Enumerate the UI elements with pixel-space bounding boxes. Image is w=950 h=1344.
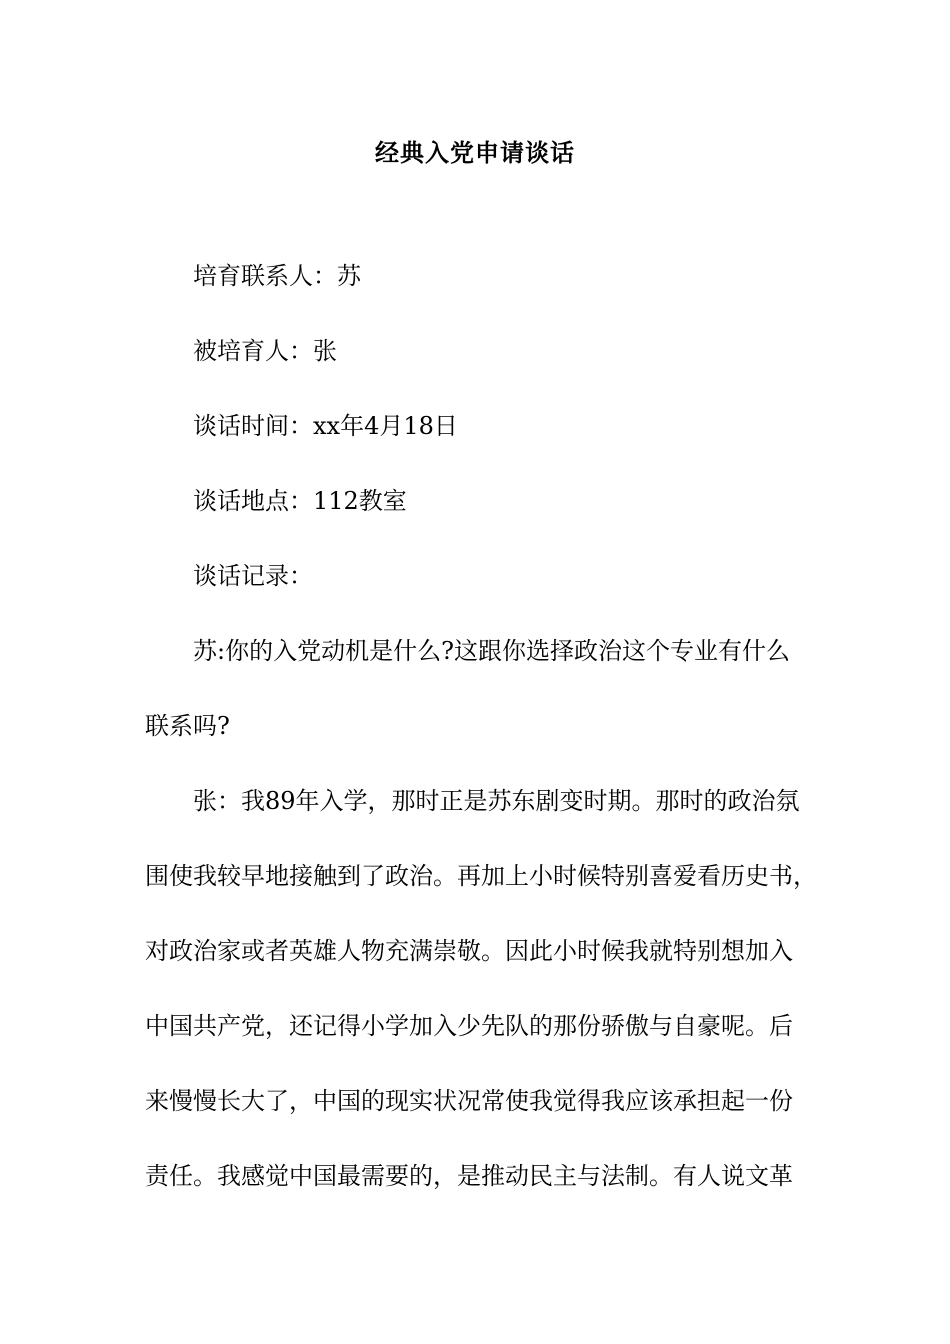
field-cultivation-contact: 培育联系人：苏 (193, 262, 361, 290)
body-line: 来慢慢长大了，中国的现实状况常使我觉得我应该承担起一份 (145, 1087, 793, 1115)
field-talk-record: 谈话记录： (193, 562, 313, 590)
document-title: 经典入党申请谈话 (375, 138, 575, 167)
field-talk-time: 谈话时间：xx年4月18日 (193, 412, 458, 440)
body-line: 联系吗? (145, 712, 230, 740)
body-line: 对政治家或者英雄人物充满崇敬。因此小时候我就特别想加入 (145, 937, 793, 965)
body-line: 责任。我感觉中国最需要的，是推动民主与法制。有人说文革 (145, 1162, 793, 1190)
field-cultivated-person: 被培育人：张 (193, 337, 337, 365)
body-line: 苏:你的入党动机是什么?这跟你选择政治这个专业有什么 (193, 637, 790, 665)
body-line: 中国共产党，还记得小学加入少先队的那份骄傲与自豪呢。后 (145, 1012, 793, 1040)
field-talk-location: 谈话地点：112教室 (193, 487, 407, 515)
body-line: 张：我89年入学，那时正是苏东剧变时期。那时的政治氛 (193, 787, 800, 815)
body-line: 围使我较早地接触到了政治。再加上小时候特别喜爱看历史书， (145, 862, 817, 890)
